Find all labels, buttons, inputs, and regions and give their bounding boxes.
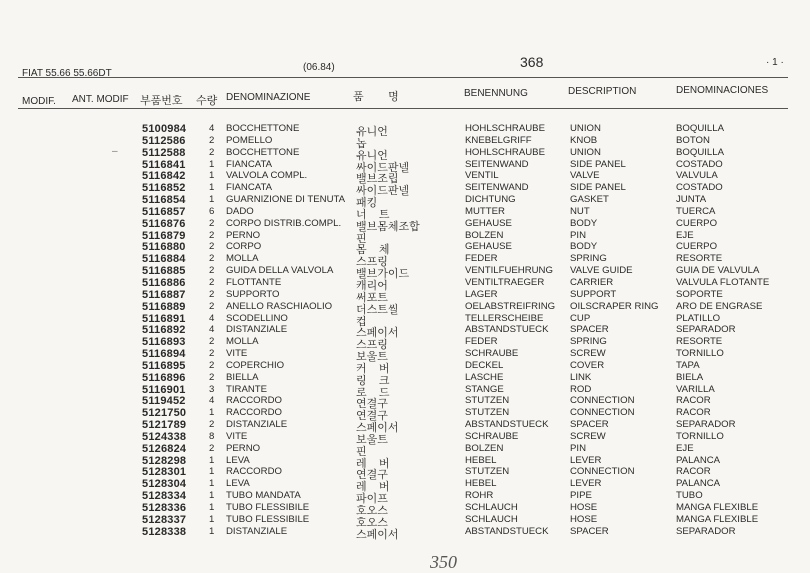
name-english: SIDE PANEL — [570, 182, 626, 194]
quantity: 3 — [209, 383, 215, 395]
name-italian: BOCCHETTONE — [226, 146, 300, 158]
name-english: SPACER — [570, 419, 609, 431]
name-spanish: RESORTE — [676, 336, 723, 348]
part-number: 5119452 — [142, 395, 186, 408]
table-row — [0, 123, 810, 138]
name-italian: TUBO FLESSIBILE — [226, 513, 310, 525]
name-korean: 더스트씰 — [356, 303, 399, 316]
quantity: 2 — [209, 241, 215, 253]
part-number: 5128304 — [142, 478, 187, 491]
table-row — [0, 348, 810, 364]
name-german: STUTZEN — [465, 395, 510, 407]
table-row — [0, 478, 810, 494]
name-german: STUTZEN — [465, 466, 510, 478]
table-row — [0, 371, 810, 387]
table-row — [0, 217, 810, 233]
name-italian: VITE — [226, 430, 248, 442]
part-number: 5116891 — [142, 312, 186, 325]
quantity: 4 — [209, 312, 215, 324]
quantity: 1 — [209, 454, 215, 466]
name-spanish: VALVULA — [676, 170, 718, 182]
name-korean: 밸브가이드 — [356, 268, 410, 281]
name-korean: 스페이서 — [356, 422, 399, 435]
page-number: 368 — [520, 54, 544, 70]
name-english: UNION — [570, 146, 601, 158]
name-english: COVER — [570, 359, 605, 371]
name-italian: DISTANZIALE — [226, 419, 288, 431]
name-italian: DISTANZIALE — [226, 525, 288, 537]
table-row — [0, 146, 810, 162]
name-english: PIPE — [570, 490, 592, 502]
quantity: 4 — [209, 395, 215, 407]
name-german: ABSTANDSTUECK — [465, 419, 549, 431]
name-spanish: MANGA FLEXIBLE — [676, 513, 759, 525]
col-modif: MODIF. — [22, 96, 56, 107]
name-italian: POMELLO — [226, 134, 273, 146]
col-name-ko: 품 명 — [353, 91, 399, 103]
part-number: 5116896 — [142, 371, 186, 384]
name-korean: 스프링 — [356, 256, 388, 269]
name-english: HOSE — [570, 502, 598, 513]
part-number: 5116842 — [142, 170, 186, 183]
name-german: LASCHE — [465, 371, 504, 383]
name-korean: 연결구 — [356, 469, 388, 482]
table-row — [0, 134, 810, 150]
quantity: 2 — [209, 300, 215, 312]
name-italian: RACCORDO — [226, 407, 282, 419]
quantity: 2 — [209, 134, 215, 146]
name-italian: COPERCHIO — [226, 359, 285, 371]
part-number: 5116889 — [142, 300, 186, 313]
name-spanish: BIELA — [676, 371, 704, 383]
name-english: BODY — [570, 217, 598, 229]
name-italian: FLOTTANTE — [226, 276, 282, 288]
name-english: LEVER — [570, 478, 602, 490]
name-italian: BOCCHETTONE — [226, 123, 300, 134]
table-row — [0, 395, 810, 411]
name-german: SCHRAUBE — [465, 348, 519, 360]
table-row — [0, 502, 810, 517]
name-english: CUP — [570, 312, 591, 324]
name-german: SCHRAUBE — [465, 430, 519, 442]
name-korean: 너 트 — [356, 208, 390, 221]
name-korean: 유니언 — [356, 126, 388, 138]
name-german: FEDER — [465, 253, 498, 265]
name-english: GASKET — [570, 194, 609, 206]
name-spanish: GUIA DE VALVULA — [676, 265, 760, 277]
name-korean: 컵 — [356, 315, 367, 328]
name-english: SUPPORT — [570, 288, 617, 300]
table-row — [0, 158, 810, 174]
name-spanish: PALANCA — [676, 454, 721, 466]
name-korean: 레 버 — [356, 457, 390, 470]
table-row — [0, 300, 810, 316]
name-spanish: VALVULA FLOTANTE — [676, 276, 770, 288]
quantity: 1 — [209, 502, 215, 513]
name-german: TELLERSCHEIBE — [465, 312, 544, 324]
name-korean: 보울트 — [356, 351, 388, 364]
part-number: 5128301 — [142, 466, 187, 479]
name-italian: DISTANZIALE — [226, 324, 288, 336]
name-german: MUTTER — [465, 205, 505, 217]
quantity: 2 — [209, 217, 215, 229]
col-benennung: BENENNUNG — [464, 88, 528, 99]
name-spanish: CUERPO — [676, 217, 718, 229]
quantity: 1 — [209, 158, 215, 170]
name-english: PIN — [570, 442, 586, 454]
name-german: LAGER — [465, 288, 498, 300]
quantity: 2 — [209, 348, 215, 360]
name-german: VENTIL — [465, 170, 499, 182]
name-spanish: RACOR — [676, 466, 711, 478]
name-italian: RACCORDO — [226, 395, 282, 407]
part-number: 5116879 — [142, 229, 186, 242]
part-number: 5116884 — [142, 253, 186, 266]
name-korean: 호오스 — [356, 516, 388, 529]
name-spanish: EJE — [676, 442, 694, 454]
table-row — [0, 288, 810, 304]
col-description: DESCRIPTION — [568, 86, 637, 97]
name-german: KNEBELGRIFF — [465, 134, 532, 146]
name-italian: FIANCATA — [226, 158, 273, 170]
name-italian: BIELLA — [226, 371, 259, 383]
col-denominaciones: DENOMINACIONES — [676, 85, 769, 96]
name-spanish: TUERCA — [676, 205, 716, 217]
table-row — [0, 182, 810, 198]
name-italian: SUPPORTO — [226, 288, 280, 300]
part-number: 5112586 — [142, 134, 186, 147]
part-number: 5116852 — [142, 182, 186, 195]
name-korean: 보울트 — [356, 433, 388, 446]
name-german: HOHLSCHRAUBE — [465, 146, 545, 158]
name-spanish: BOTON — [676, 134, 710, 146]
name-german: VENTILTRAEGER — [465, 276, 545, 288]
name-korean: 캐리어 — [356, 279, 388, 292]
part-number: 5116893 — [142, 336, 186, 349]
quantity: 2 — [209, 336, 215, 348]
name-english: SPRING — [570, 253, 607, 265]
name-korean: 파이프 — [356, 493, 388, 506]
part-number: 5126824 — [142, 442, 187, 455]
name-spanish: COSTADO — [676, 158, 723, 170]
name-spanish: TAPA — [676, 359, 700, 371]
name-german: SEITENWAND — [465, 158, 529, 170]
table-row — [0, 454, 810, 470]
quantity: 2 — [209, 442, 215, 454]
name-italian: DADO — [226, 205, 254, 217]
quantity: 1 — [209, 407, 215, 419]
quantity: 2 — [209, 419, 215, 431]
name-german: ABSTANDSTUECK — [465, 324, 549, 336]
name-italian: GUIDA DELLA VALVOLA — [226, 265, 334, 277]
table-row — [0, 490, 810, 506]
name-english: CONNECTION — [570, 407, 635, 419]
name-english: CONNECTION — [570, 466, 635, 478]
quantity: 2 — [209, 265, 215, 277]
name-italian: TUBO FLESSIBILE — [226, 502, 310, 513]
name-english: VALVE — [570, 170, 600, 182]
header-rule-bottom — [18, 108, 788, 109]
name-korean: 써포트 — [356, 291, 388, 304]
table-row — [0, 336, 810, 352]
name-spanish: BOQUILLA — [676, 123, 724, 134]
name-korean: 핀 — [356, 445, 367, 458]
part-number: 5100984 — [142, 123, 187, 135]
col-part-number-ko: 부품번호 — [140, 95, 183, 107]
name-korean: 밸브조립 — [356, 173, 399, 186]
name-spanish: RACOR — [676, 395, 711, 407]
part-number: 5116895 — [142, 359, 186, 372]
quantity: 1 — [209, 182, 215, 194]
name-english: UNION — [570, 123, 601, 134]
name-spanish: EJE — [676, 229, 694, 241]
name-english: SCREW — [570, 348, 606, 360]
name-korean: 밸브몸체조합 — [356, 220, 420, 233]
name-korean: 스프링 — [356, 339, 388, 352]
table-row — [0, 383, 810, 399]
quantity: 2 — [209, 253, 215, 265]
part-number: 5116857 — [142, 205, 186, 218]
name-spanish: TORNILLO — [676, 430, 724, 442]
name-german: ROHR — [465, 490, 494, 502]
name-english: LEVER — [570, 454, 602, 466]
name-spanish: SEPARADOR — [676, 525, 736, 537]
name-german: GEHAUSE — [465, 217, 512, 229]
model-label: FIAT 55.66 55.66DT — [22, 68, 112, 79]
name-italian: MOLLA — [226, 253, 259, 265]
name-korean: 패킹 — [356, 197, 378, 210]
name-korean: 호오스 — [356, 505, 388, 517]
table-row — [0, 525, 810, 541]
name-italian: MOLLA — [226, 336, 259, 348]
name-spanish: MANGA FLEXIBLE — [676, 502, 759, 513]
name-german: BOLZEN — [465, 229, 504, 241]
name-italian: PERNO — [226, 229, 261, 241]
name-spanish: SEPARADOR — [676, 324, 736, 336]
name-spanish: ARO DE ENGRASE — [676, 300, 763, 312]
part-number: 5116876 — [142, 217, 186, 230]
name-german: HEBEL — [465, 478, 497, 490]
name-korean: 유니언 — [356, 149, 388, 162]
name-english: VALVE GUIDE — [570, 265, 633, 277]
name-spanish: RACOR — [676, 407, 711, 419]
name-korean: 커 버 — [356, 362, 390, 375]
part-number: 5116885 — [142, 265, 186, 278]
name-spanish: VARILLA — [676, 383, 715, 395]
date-label: (06.84) — [303, 62, 335, 73]
name-korean: 놉 — [356, 137, 367, 150]
part-number: 5116894 — [142, 348, 186, 361]
table-row — [0, 430, 810, 446]
name-italian: SCODELLINO — [226, 312, 288, 324]
part-number: 5116854 — [142, 194, 186, 207]
name-italian: RACCORDO — [226, 466, 282, 478]
col-qty-ko: 수량 — [196, 95, 218, 107]
part-number: 5128298 — [142, 454, 187, 467]
name-english: KNOB — [570, 134, 598, 146]
name-german: DICHTUNG — [465, 194, 516, 206]
name-korean: 로 드 — [356, 386, 390, 399]
part-number: 5128334 — [142, 490, 187, 503]
part-number: 5128337 — [142, 513, 187, 526]
name-italian: LEVA — [226, 478, 250, 490]
name-korean: 레 버 — [356, 481, 390, 494]
quantity: 4 — [209, 123, 215, 134]
name-german: HEBEL — [465, 454, 497, 466]
name-spanish: SOPORTE — [676, 288, 723, 300]
name-spanish: TORNILLO — [676, 348, 724, 360]
quantity: 1 — [209, 170, 215, 182]
table-row — [0, 466, 810, 482]
quantity: 1 — [209, 478, 215, 490]
table-row — [0, 205, 810, 221]
parts-table — [0, 123, 810, 541]
part-number: 5116841 — [142, 158, 186, 171]
part-number: 5128338 — [142, 525, 187, 538]
name-korean: 몸 체 — [356, 244, 390, 257]
name-english: ROD — [570, 383, 592, 395]
quantity: 2 — [209, 146, 215, 158]
part-number: 5116901 — [142, 383, 186, 396]
name-italian: VALVOLA COMPL. — [226, 170, 308, 182]
name-english: CARRIER — [570, 276, 614, 288]
name-korean: 핀 — [356, 232, 367, 245]
table-row — [0, 407, 810, 423]
name-korean: 싸이드판넬 — [356, 161, 410, 174]
part-number: 5121750 — [142, 407, 187, 420]
margin-tick: – — [112, 146, 118, 157]
name-english: SPACER — [570, 324, 609, 336]
name-spanish: CUERPO — [676, 241, 718, 253]
name-german: STANGE — [465, 383, 504, 395]
table-row — [0, 170, 810, 186]
quantity: 1 — [209, 466, 215, 478]
name-english: BODY — [570, 241, 598, 253]
table-row — [0, 194, 810, 210]
name-english: SPRING — [570, 336, 607, 348]
name-english: SPACER — [570, 525, 609, 537]
name-korean: 연결구 — [356, 398, 388, 411]
name-korean: 링 크 — [356, 374, 390, 387]
name-spanish: COSTADO — [676, 182, 723, 194]
table-row — [0, 229, 810, 245]
quantity: 1 — [209, 194, 215, 206]
name-spanish: SEPARADOR — [676, 419, 736, 431]
quantity: 1 — [209, 490, 215, 502]
part-number: 5124338 — [142, 430, 187, 443]
part-number: 5128336 — [142, 502, 187, 514]
name-english: CONNECTION — [570, 395, 635, 407]
name-korean: 싸이드판넬 — [356, 185, 410, 198]
quantity: 8 — [209, 430, 215, 442]
name-german: OELABSTREIFRING — [465, 300, 556, 312]
table-row — [0, 276, 810, 292]
name-german: BOLZEN — [465, 442, 504, 454]
name-italian: CORPO DISTRIB.COMPL. — [226, 217, 342, 229]
sheet-mark: · 1 · — [766, 57, 784, 68]
table-row — [0, 253, 810, 269]
name-italian: TUBO MANDATA — [226, 490, 301, 502]
table-row — [0, 241, 810, 257]
part-number: 5121789 — [142, 419, 187, 432]
table-row — [0, 359, 810, 375]
name-italian: ANELLO RASCHIAOLIO — [226, 300, 333, 312]
name-spanish: TUBO — [676, 490, 703, 502]
table-row — [0, 442, 810, 458]
footer-handwritten-note: 350 — [430, 552, 457, 572]
quantity: 1 — [209, 525, 215, 537]
part-number: 5112588 — [142, 146, 186, 159]
name-italian: TIRANTE — [226, 383, 268, 395]
quantity: 2 — [209, 288, 215, 300]
name-german: DECKEL — [465, 359, 504, 371]
name-german: STUTZEN — [465, 407, 510, 419]
part-number: 5116892 — [142, 324, 186, 337]
name-english: SCREW — [570, 430, 606, 442]
name-english: LINK — [570, 371, 592, 383]
quantity: 2 — [209, 371, 215, 383]
name-german: FEDER — [465, 336, 498, 348]
quantity: 4 — [209, 324, 215, 336]
name-italian: CORPO — [226, 241, 262, 253]
name-spanish: PALANCA — [676, 478, 721, 490]
col-ant-modif: ANT. MODIF — [72, 94, 129, 105]
name-italian: GUARNIZIONE DI TENUTA — [226, 194, 346, 206]
name-spanish: RESORTE — [676, 253, 723, 265]
col-denominazione: DENOMINAZIONE — [226, 92, 311, 103]
name-english: PIN — [570, 229, 586, 241]
name-korean: 연결구 — [356, 410, 388, 423]
name-spanish: BOQUILLA — [676, 146, 724, 158]
quantity: 6 — [209, 205, 215, 217]
name-italian: PERNO — [226, 442, 261, 454]
name-german: SCHLAUCH — [465, 513, 518, 525]
name-german: SEITENWAND — [465, 182, 529, 194]
quantity: 2 — [209, 359, 215, 371]
name-korean: 스페이서 — [356, 327, 399, 340]
part-number: 5116886 — [142, 276, 186, 289]
name-german: SCHLAUCH — [465, 502, 518, 513]
header-rule-top — [18, 77, 788, 78]
name-german: ABSTANDSTUECK — [465, 525, 549, 537]
name-german: VENTILFUEHRUNG — [465, 265, 553, 277]
name-english: HOSE — [570, 513, 598, 525]
quantity: 2 — [209, 276, 215, 288]
part-number: 5116880 — [142, 241, 186, 254]
name-spanish: JUNTA — [676, 194, 707, 206]
table-row — [0, 265, 810, 281]
name-english: OILSCRAPER RING — [570, 300, 659, 312]
quantity: 1 — [209, 513, 215, 525]
name-english: SIDE PANEL — [570, 158, 626, 170]
table-row — [0, 419, 810, 435]
name-italian: LEVA — [226, 454, 250, 466]
table-row — [0, 324, 810, 340]
table-row — [0, 312, 810, 328]
name-italian: VITE — [226, 348, 248, 360]
name-german: HOHLSCHRAUBE — [465, 123, 545, 134]
name-korean: 스페이서 — [356, 528, 399, 541]
name-german: GEHAUSE — [465, 241, 512, 253]
table-row — [0, 513, 810, 529]
part-number: 5116887 — [142, 288, 186, 301]
name-italian: FIANCATA — [226, 182, 273, 194]
quantity: 2 — [209, 229, 215, 241]
name-spanish: PLATILLO — [676, 312, 721, 324]
name-english: NUT — [570, 205, 590, 217]
